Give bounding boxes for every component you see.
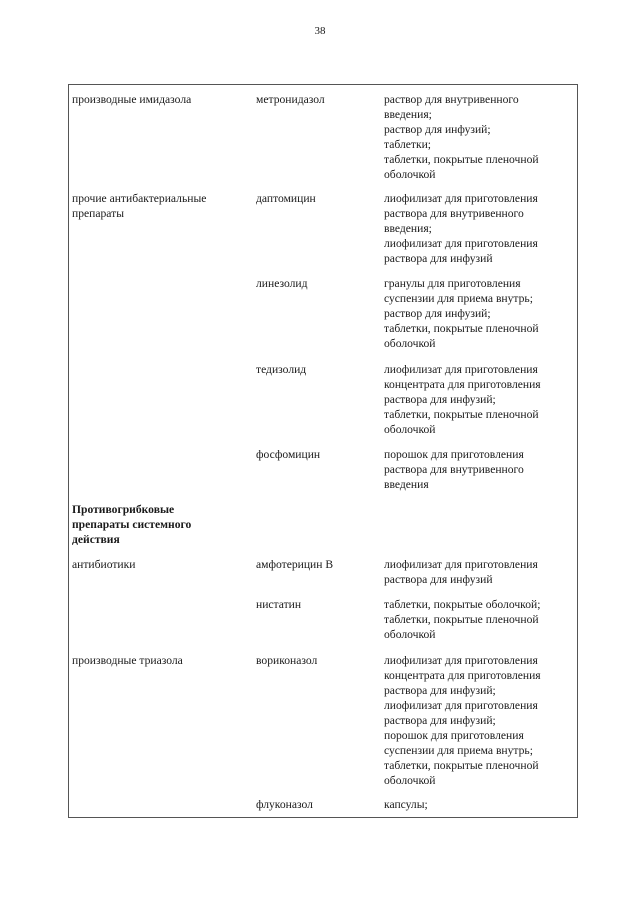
dosage-forms: таблетки, покрытые оболочкой; таблетки, покрытые пленочной оболочкой <box>384 598 541 641</box>
drug-name: фосфомицин <box>256 448 321 461</box>
dosage-forms: порошок для приготовления раствора для внутривенного введения <box>384 448 524 491</box>
dosage-forms: лиофилизат для приготовления концентрата для приготовления раствора для инфузий; лиофилизат для приготовления раствора для инфузий; порошок для приготовления суспензии для приема внутрь; таблетки, покрытые пленочной оболочкой <box>384 654 541 787</box>
group-cell: прочие антибактериальные препараты <box>72 192 207 220</box>
page-number: 38 <box>314 25 326 37</box>
group-cell: производные триазола <box>72 654 183 667</box>
section-heading: Противогрибковые препараты системного действия <box>72 503 192 546</box>
dosage-forms: капсулы; <box>384 798 428 811</box>
drug-name: даптомицин <box>256 192 316 205</box>
dosage-forms: лиофилизат для приготовления раствора для инфузий <box>384 558 538 586</box>
drug-name: вориконазол <box>256 654 318 667</box>
dosage-forms: лиофилизат для приготовления концентрата для приготовления раствора для инфузий; таблетки, покрытые пленочной оболочкой <box>384 363 541 436</box>
drug-name: тедизолид <box>256 363 307 376</box>
group-cell: антибиотики <box>72 558 136 571</box>
drug-name: метронидазол <box>256 93 325 106</box>
drug-name: флуконазол <box>256 798 313 811</box>
drug-name: нистатин <box>256 598 302 611</box>
dosage-forms: раствор для внутривенного введения; раствор для инфузий; таблетки; таблетки, покрытые пленочной оболочкой <box>384 93 539 181</box>
dosage-forms: гранулы для приготовления суспензии для приема внутрь; раствор для инфузий; таблетки, покрытые пленочной оболочкой <box>384 277 539 350</box>
dosage-forms: лиофилизат для приготовления раствора для внутривенного введения; лиофилизат для приготовления раствора для инфузий <box>384 192 538 265</box>
group-cell: производные имидазола <box>72 93 192 106</box>
drug-name: линезолид <box>256 277 308 290</box>
drug-name: амфотерицин В <box>256 558 334 571</box>
